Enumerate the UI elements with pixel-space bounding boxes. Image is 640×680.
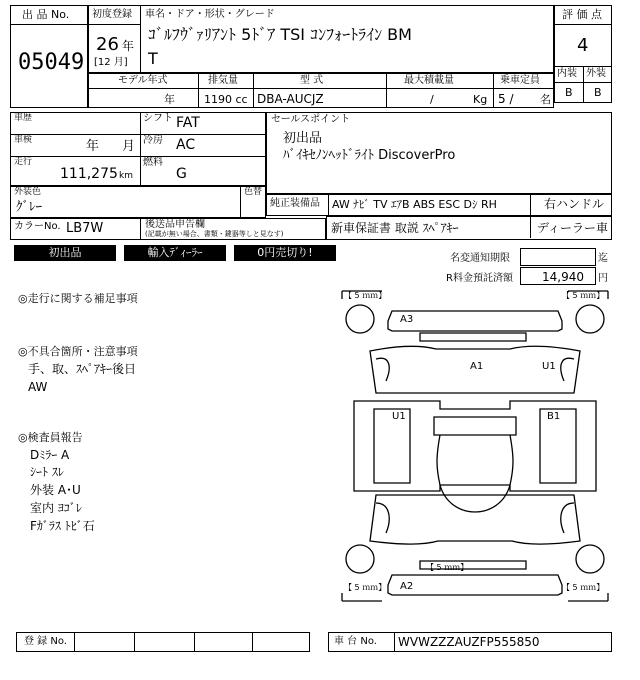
car-name-label: 車名・ドア・形状・グレード xyxy=(145,9,275,20)
warranty-value: 新車保証書 取説 ｽﾍﾟｱｷｰ xyxy=(331,221,459,235)
badge-import-dealer: 輸入ﾃﾞｨｰﾗｰ xyxy=(124,245,226,261)
inspector-title: ◎検査員報告 xyxy=(18,431,83,444)
inspector-line-1: Dﾐﾗｰ A xyxy=(30,448,70,462)
color-no-value: LB7W xyxy=(66,221,104,236)
reg-no-label: 登 録 No. xyxy=(24,636,67,647)
chassis-label: 車 台 No. xyxy=(334,636,377,647)
fuel-value: G xyxy=(176,166,187,182)
recycle-value: 14,940 xyxy=(542,270,584,284)
first-reg-label: 初度登録 xyxy=(92,9,132,20)
shift-label: シフト xyxy=(143,113,173,124)
tire-depth-br: 【 5 ｍｍ】 xyxy=(562,583,605,592)
max-load-unit: Kg xyxy=(473,93,488,106)
lot-number: 05049 xyxy=(18,50,85,75)
damage-mark-a3: A3 xyxy=(400,314,414,325)
details-left-box xyxy=(10,112,266,186)
car-name-line2: T xyxy=(148,49,158,68)
handle-value: 右ハンドル xyxy=(544,197,605,211)
capacity-label: 乗車定員 xyxy=(500,75,540,86)
inspector-line-3: 外装 A･U xyxy=(30,483,81,497)
tire-depth-bm: 【 5 ｍｍ】 xyxy=(426,563,469,572)
shift-value: FAT xyxy=(176,115,200,131)
inspector-line-2: ｼｰﾄ ｽﾚ xyxy=(30,465,64,479)
tire-depth-bl: 【 5 ｍｍ】 xyxy=(344,583,387,592)
exterior-color-label: 外装色 xyxy=(14,187,42,197)
damage-mark-a2: A2 xyxy=(400,581,414,592)
badge-zero-yen: 0円売切り! xyxy=(234,245,336,261)
damage-mark-u1-side: U1 xyxy=(392,411,406,422)
sales-line1: 初出品 xyxy=(283,131,323,146)
capacity-value: 5 / xyxy=(498,92,514,106)
year-value: 26 xyxy=(96,34,119,55)
exterior-color-value: ｸﾞﾚｰ xyxy=(16,200,42,215)
lot-label: 出 品 No. xyxy=(22,8,70,21)
chassis-value: WVWZZZAUZFP555850 xyxy=(398,635,540,649)
sales-point-label: セールスポイント xyxy=(271,114,351,125)
recycle-label: R料金預託済額 xyxy=(446,273,513,284)
color-no-label: カラーNo. xyxy=(14,221,61,232)
color-change-label: 色替 xyxy=(244,187,263,197)
name-change-label: 名変通知期限 xyxy=(450,253,510,264)
displacement-value: 1190 cc xyxy=(204,93,248,106)
name-change-unit: 迄 xyxy=(598,253,608,264)
mileage-unit: km xyxy=(119,171,133,181)
model-year-label: モデル年式 xyxy=(118,75,168,86)
capacity-unit: 名 xyxy=(540,93,551,106)
score-value: 4 xyxy=(577,35,589,56)
car-diagram xyxy=(340,289,610,603)
inspection-year: 年 xyxy=(86,139,100,154)
name-change-box xyxy=(520,248,596,266)
mileage-label: 走行 xyxy=(14,157,33,167)
tire-depth-tl: 【 5 ｍｍ】 xyxy=(344,291,387,300)
displacement-label: 排気量 xyxy=(208,75,238,86)
defects-title: ◎不具合箇所・注意事項 xyxy=(18,345,138,358)
model-value: DBA-AUCJZ xyxy=(257,92,324,106)
year-unit: 年 xyxy=(122,39,135,53)
max-load-label: 最大積載量 xyxy=(404,75,454,86)
equipment-label: 純正装備品 xyxy=(270,198,320,209)
post-report-label: 後送品申告欄 xyxy=(145,219,205,230)
damage-mark-a1: A1 xyxy=(470,361,484,372)
defects-line2: AW xyxy=(28,380,48,394)
equipment-value: AW ﾅﾋﾞ TV ｴｱB ABS ESC Dｼ RH xyxy=(332,198,497,211)
damage-mark-u1-front: U1 xyxy=(542,361,556,372)
model-year-unit: 年 xyxy=(164,93,175,106)
exterior-label: 外装 xyxy=(586,68,606,79)
badge-first-listing: 初出品 xyxy=(14,245,116,261)
driving-title: ◎走行に関する補足事項 xyxy=(18,292,138,305)
exterior-grade: B xyxy=(594,86,602,99)
history-label: 車歴 xyxy=(14,113,33,123)
mileage-value: 111,275 xyxy=(60,166,118,182)
dealer-value: ディーラー車 xyxy=(537,221,609,235)
inspector-line-5: Fｶﾞﾗｽ ﾄﾋﾞ石 xyxy=(30,519,95,533)
post-report-note: (記載が無い場合、書類・鍵器等しと見なす) xyxy=(145,230,284,238)
ac-label: 冷房 xyxy=(143,135,163,146)
ac-value: AC xyxy=(176,137,196,153)
exterior-color-box xyxy=(10,186,266,218)
tire-depth-tr: 【 5 ｍｍ】 xyxy=(562,291,605,300)
model-label: 型 式 xyxy=(300,75,324,86)
fuel-label: 燃料 xyxy=(143,157,163,168)
score-label: 評 価 点 xyxy=(562,8,602,21)
sales-line2: ﾊﾞｲｷｾﾉﾝﾍｯﾄﾞﾗｲﾄ DiscoverPro xyxy=(283,148,456,163)
inspection-label: 車検 xyxy=(14,135,33,145)
damage-mark-b1: B1 xyxy=(547,411,561,422)
month-value: [12 月] xyxy=(94,57,128,68)
defects-line1: 手、取、ｽﾍﾟｱｷｰ後日 xyxy=(28,362,137,376)
inspection-month: 月 xyxy=(122,139,136,154)
car-diagram-svg xyxy=(340,289,610,603)
inspector-line-4: 室内 ﾖｺﾞﾚ xyxy=(30,501,82,515)
interior-label: 内装 xyxy=(557,68,577,79)
max-load-value: / xyxy=(430,93,434,106)
interior-grade: B xyxy=(565,86,573,99)
car-name: ｺﾞﾙﾌｳﾞｧﾘｱﾝﾄ 5ﾄﾞｱ TSI ｺﾝﾌｫｰﾄﾗｲﾝ BM xyxy=(148,25,412,44)
recycle-unit: 円 xyxy=(598,273,608,284)
